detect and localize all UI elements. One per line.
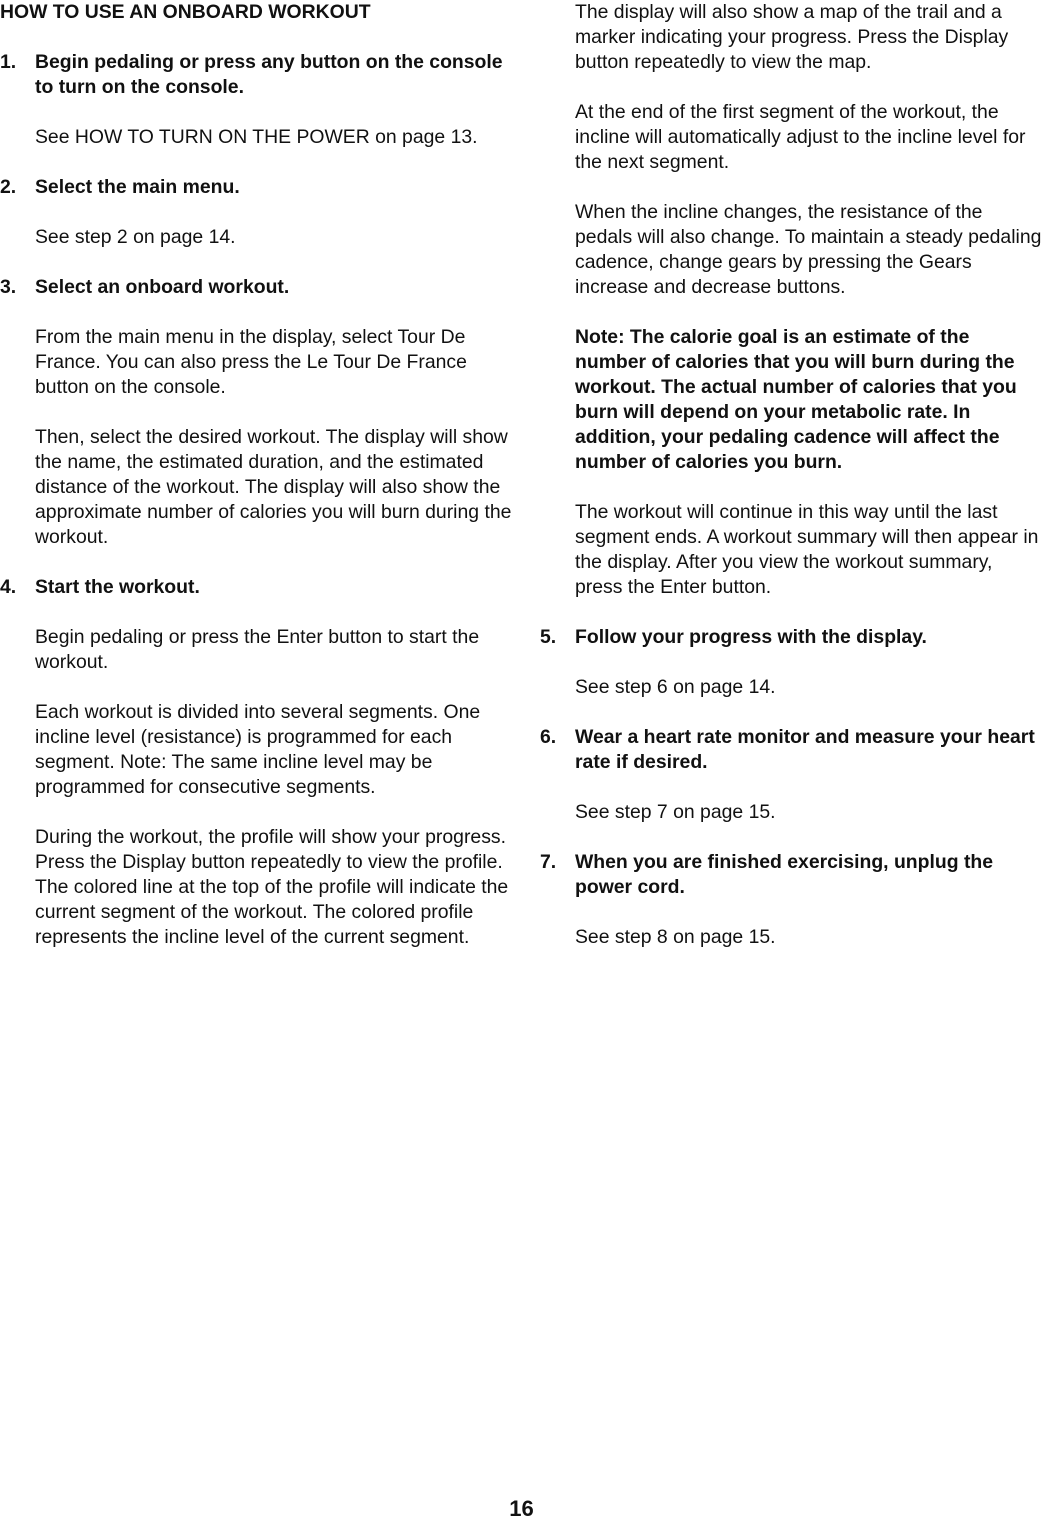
- step-paragraph: The display will also show a map of the trail and a marker indicating your progress. Press the Display button repeatedly to view the map.: [575, 1, 1009, 73]
- step-number: 3.: [0, 276, 17, 298]
- step-number: 7.: [540, 851, 557, 873]
- right-column: [540, 0, 1043, 975]
- step-paragraph: Then, select the desired workout. The display will show the name, the estimated duration, and the estimated distance of the workout. The display will also show the approximate number of calories you will burn during the workout.: [35, 426, 512, 548]
- step-6: [540, 725, 1043, 775]
- step-number: 2.: [0, 176, 17, 198]
- section-heading: HOW TO USE AN ONBOARD WORKOUT: [0, 1, 371, 23]
- step-number: 6.: [540, 726, 557, 748]
- calorie-note: Note: The calorie goal is an estimate of the number of calories that you will burn during the workout. The actual number of calories that you burn will depend on your metabolic rate. In addition, your pedaling cadence will affect the number of calories you burn.: [575, 326, 1017, 473]
- step-title: When you are finished exercising, unplug the power cord.: [575, 851, 994, 898]
- step-3: [0, 275, 512, 300]
- step-title: Follow your progress with the display.: [575, 626, 927, 648]
- step-7: [540, 850, 1043, 900]
- step-4: [0, 575, 512, 600]
- step-paragraph: See HOW TO TURN ON THE POWER on page 13.: [35, 126, 478, 148]
- step-paragraph: Begin pedaling or press the Enter button to start the workout.: [35, 626, 480, 673]
- step-1: [0, 50, 512, 100]
- left-column: [0, 0, 512, 975]
- step-paragraph: From the main menu in the display, select Tour De France. You can also press the Le Tour De France button on the console.: [35, 326, 467, 398]
- step-paragraph: See step 6 on page 14.: [575, 676, 776, 698]
- step-paragraph: During the workout, the profile will show your progress. Press the Display button repeatedly to view the profile. The colored line at the top of the profile will indicate the current segment of the workout. The colored profile represents the incline level of the current segment.: [35, 826, 509, 948]
- step-number: 4.: [0, 576, 17, 598]
- step-5: [540, 625, 1043, 650]
- step-number: 1.: [0, 51, 17, 73]
- step-title: Wear a heart rate monitor and measure your heart rate if desired.: [575, 726, 1035, 773]
- step-title: Begin pedaling or press any button on the console to turn on the console.: [35, 51, 503, 98]
- step-title: Start the workout.: [35, 576, 200, 598]
- step-paragraph: See step 7 on page 15.: [575, 801, 776, 823]
- step-paragraph: When the incline changes, the resistance of the pedals will also change. To maintain a steady pedaling cadence, change gears by pressing the Gears increase and decrease buttons.: [575, 201, 1042, 298]
- step-paragraph: The workout will continue in this way until the last segment ends. A workout summary will then appear in the display. After you view the workout summary, press the Enter button.: [575, 501, 1039, 598]
- step-paragraph: See step 2 on page 14.: [35, 226, 236, 248]
- step-title: Select an onboard workout.: [35, 276, 290, 298]
- step-title: Select the main menu.: [35, 176, 240, 198]
- step-2: [0, 175, 512, 200]
- page-number: 16: [509, 1496, 534, 1521]
- step-number: 5.: [540, 626, 557, 648]
- step-paragraph: Each workout is divided into several segments. One incline level (resistance) is programmed for each segment. Note: The same incline level may be programmed for consecutive segments.: [35, 701, 481, 798]
- step-paragraph: At the end of the first segment of the workout, the incline will automatically adjust to the incline level for the next segment.: [575, 101, 1026, 173]
- step-paragraph: See step 8 on page 15.: [575, 926, 776, 948]
